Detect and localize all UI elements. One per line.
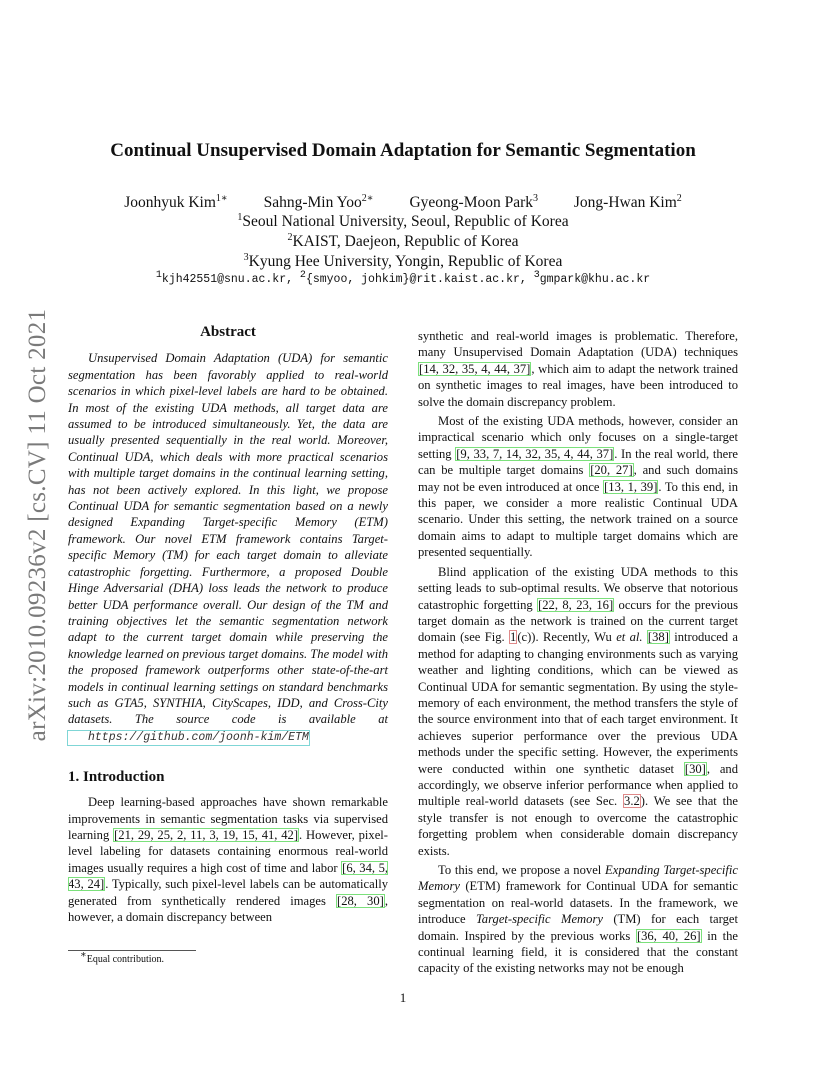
text-run: . Typically, such pixel-level labels can be automatically generated from synthetically rendered images [68, 877, 388, 908]
text-run: , and accordingly, we observe inferior performance when applied to multiple real-world datasets (see Sec. [418, 761, 738, 809]
citation-link[interactable]: [22, 8, 23, 16] [538, 597, 614, 612]
text-run: (ETM) framework for Continual UDA for semantic segmentation on real-world datasets. In the framework, we introduce [418, 879, 738, 927]
citation-link[interactable]: [6, 34, 5, 43, 24] [68, 860, 389, 892]
text-run: , however, a domain discrepancy between [68, 893, 388, 924]
cross-reference-link[interactable]: 3.2 [624, 794, 640, 809]
section-heading-introduction: 1. Introduction [68, 768, 165, 785]
affiliation: $^2$KAIST, Daejeon, Republic of Korea [287, 231, 519, 250]
intro-paragraph [68, 794, 388, 925]
body-paragraph [418, 413, 738, 561]
text-run: To this end, we propose a novel [438, 863, 606, 877]
affiliation: $^1$Seoul National University, Seoul, Republic of Korea [237, 211, 569, 230]
text-run: in the continual learning field, it is considered that the constant capacity of the existing networks may not be enough [418, 928, 738, 976]
emphasis-text: Expanding Target-specific Memory [418, 863, 738, 894]
arxiv-sidebar [18, 290, 58, 760]
text-run: . In the real world, there can be multiple target domains [418, 446, 738, 478]
emphasis-text: Target-specific Memory [475, 912, 603, 927]
text-run: (c)). Recently, Wu [517, 630, 617, 645]
citation-link[interactable]: [38] [647, 630, 669, 645]
citation-link[interactable]: [9, 33, 7, 14, 32, 35, 4, 44, 37] [456, 446, 614, 461]
text-run: , and such domains may not be even introduced at once [418, 463, 739, 494]
text-run: occurs for the previous target domain as the network is trained on the current target domain (see Fig. [418, 597, 739, 645]
text-run: synthetic and real-world images is problematic. Therefore, many Unsupervised Domain Adaptation (UDA) techniques [418, 329, 738, 360]
paper-title: Continual Unsupervised Domain Adaptation for Semantic Segmentation [110, 140, 696, 161]
abstract-body: Unsupervised Domain Adaptation (UDA) for semantic segmentation has been favorably applied to real-world scenarios in which pixel-level labels are hard to be obtained. In most of the existing UDA methods, all target data are assumed to be introduced simultaneously. Yet, the data are usually presented sequentially in the real world. Moreover, Continual UDA, which deals with more practical scenarios with multiple target domains in the continual learning setting, has not been actively explored. In this light, we propose Continual UDA for semantic segmentation based on a newly designed Expanding Target-specific Memory (ETM) framework. Our novel ETM framework contains Target-specific Memory (TM) for each target domain to alleviate catastrophic forgetting. Furthermore, a proposed Double Hinge Adversarial (DHA) loss leads the network to produce better UDA performance overall. Our design of the TM and training objectives let the semantic segmentation network adapt to the current target domain while preserving the knowledge learned on previous target domains. The model with the proposed framework outperforms other state-of-the-art models in continual learning settings on standard benchmarks such as GTA5, SYNTHIA, CityScapes, IDD, and Cross-City datasets. The source code is available at https://github.com/joonh-kim/ETM [68, 351, 388, 744]
footnote: ∗Equal contribution. [80, 949, 165, 965]
citation-link[interactable]: [36, 40, 26] [636, 928, 701, 943]
text-run: Deep learning-based approaches have shown remarkable improvements in semantic segmentation tasks via supervised learning [68, 795, 388, 842]
text-run: ). We see that the style transfer is not enough to overcome the catastrophic forgetting problem when considerable domain discrepancy exists. [418, 794, 738, 858]
source-code-link[interactable]: https://github.com/joonh-kim/ETM [68, 731, 309, 745]
text-run: , which aim to adapt the network trained on synthetic images to real images, have been introduced to solve the domain discrepancy problem. [418, 361, 738, 409]
right-column [418, 328, 738, 977]
citation-link[interactable]: [20, 27] [590, 463, 633, 478]
body-paragraph [418, 564, 738, 859]
footnote-rule [68, 950, 196, 951]
body-paragraph [418, 328, 738, 410]
arxiv-id: arXiv:2010.09236v2 [cs.CV] 11 Oct 2021 [24, 308, 51, 742]
citation-link[interactable]: [30] [684, 761, 706, 776]
text-run: . However, pixel-level labeling for datasets containing enormous real-world images usually requires a high cost of time and labor [68, 827, 389, 875]
abstract-heading: Abstract [200, 324, 256, 340]
author-list [0, 194, 806, 212]
text-run: Most of the existing UDA methods, however, consider an impractical scenario which only focuses on a single-target setting [418, 414, 738, 461]
author: Joonhyuk Kim$^{1∗}$ [124, 192, 228, 211]
cross-reference-link[interactable]: 1 [510, 630, 517, 645]
affiliation: $^3$Kyung Hee University, Yongin, Republic of Korea [243, 251, 563, 270]
text-run: introduced a method for adapting to changing environments such as varying weather and lighting conditions, which can be viewed as Continual UDA for semantic segmentation. By using the style-memory of each environment, the method transfers the style of the source environment into that of each target environment. It achieves superior performance over the previous UDA methods under the specific setting. However, the experiments were conducted within one synthetic dataset [418, 630, 739, 776]
author: Jong-Hwan Kim$^2$ [573, 192, 682, 211]
citation-link[interactable]: [13, 1, 39] [604, 479, 658, 494]
body-paragraph [418, 862, 738, 977]
text-run: . To this end, in this paper, we consider a more realistic Continual UDA scenario. Under this setting, the network trained on a source domain aims to adapt to multiple target domains which are presented sequentially. [418, 479, 738, 560]
page-number: 1 [399, 990, 407, 1005]
author: Gyeong-Moon Park$^3$ [409, 192, 539, 211]
text-run: (TM) for each target domain. Inspired by the previous works [418, 912, 738, 943]
citation-link[interactable]: [28, 30] [337, 893, 384, 908]
citation-link[interactable]: [14, 32, 35, 4, 44, 37] [419, 361, 531, 376]
citation-link[interactable]: [21, 29, 25, 2, 11, 3, 19, 15, 41, 42] [114, 827, 299, 842]
left-column [68, 324, 388, 925]
emphasis-text: et al. [616, 630, 643, 645]
author: Sahng-Min Yoo$^{2∗}$ [263, 192, 374, 211]
author-emails: $^1$kjh42551@snu.ac.kr, $^2${smyoo, johkim}@rit.kaist.ac.kr, $^3$gmpark@khu.ac.kr [155, 270, 651, 286]
text-run: Blind application of the existing UDA methods to this setting leads to sub-optimal results. We observe that notorious catastrophic forgetting [418, 564, 738, 612]
